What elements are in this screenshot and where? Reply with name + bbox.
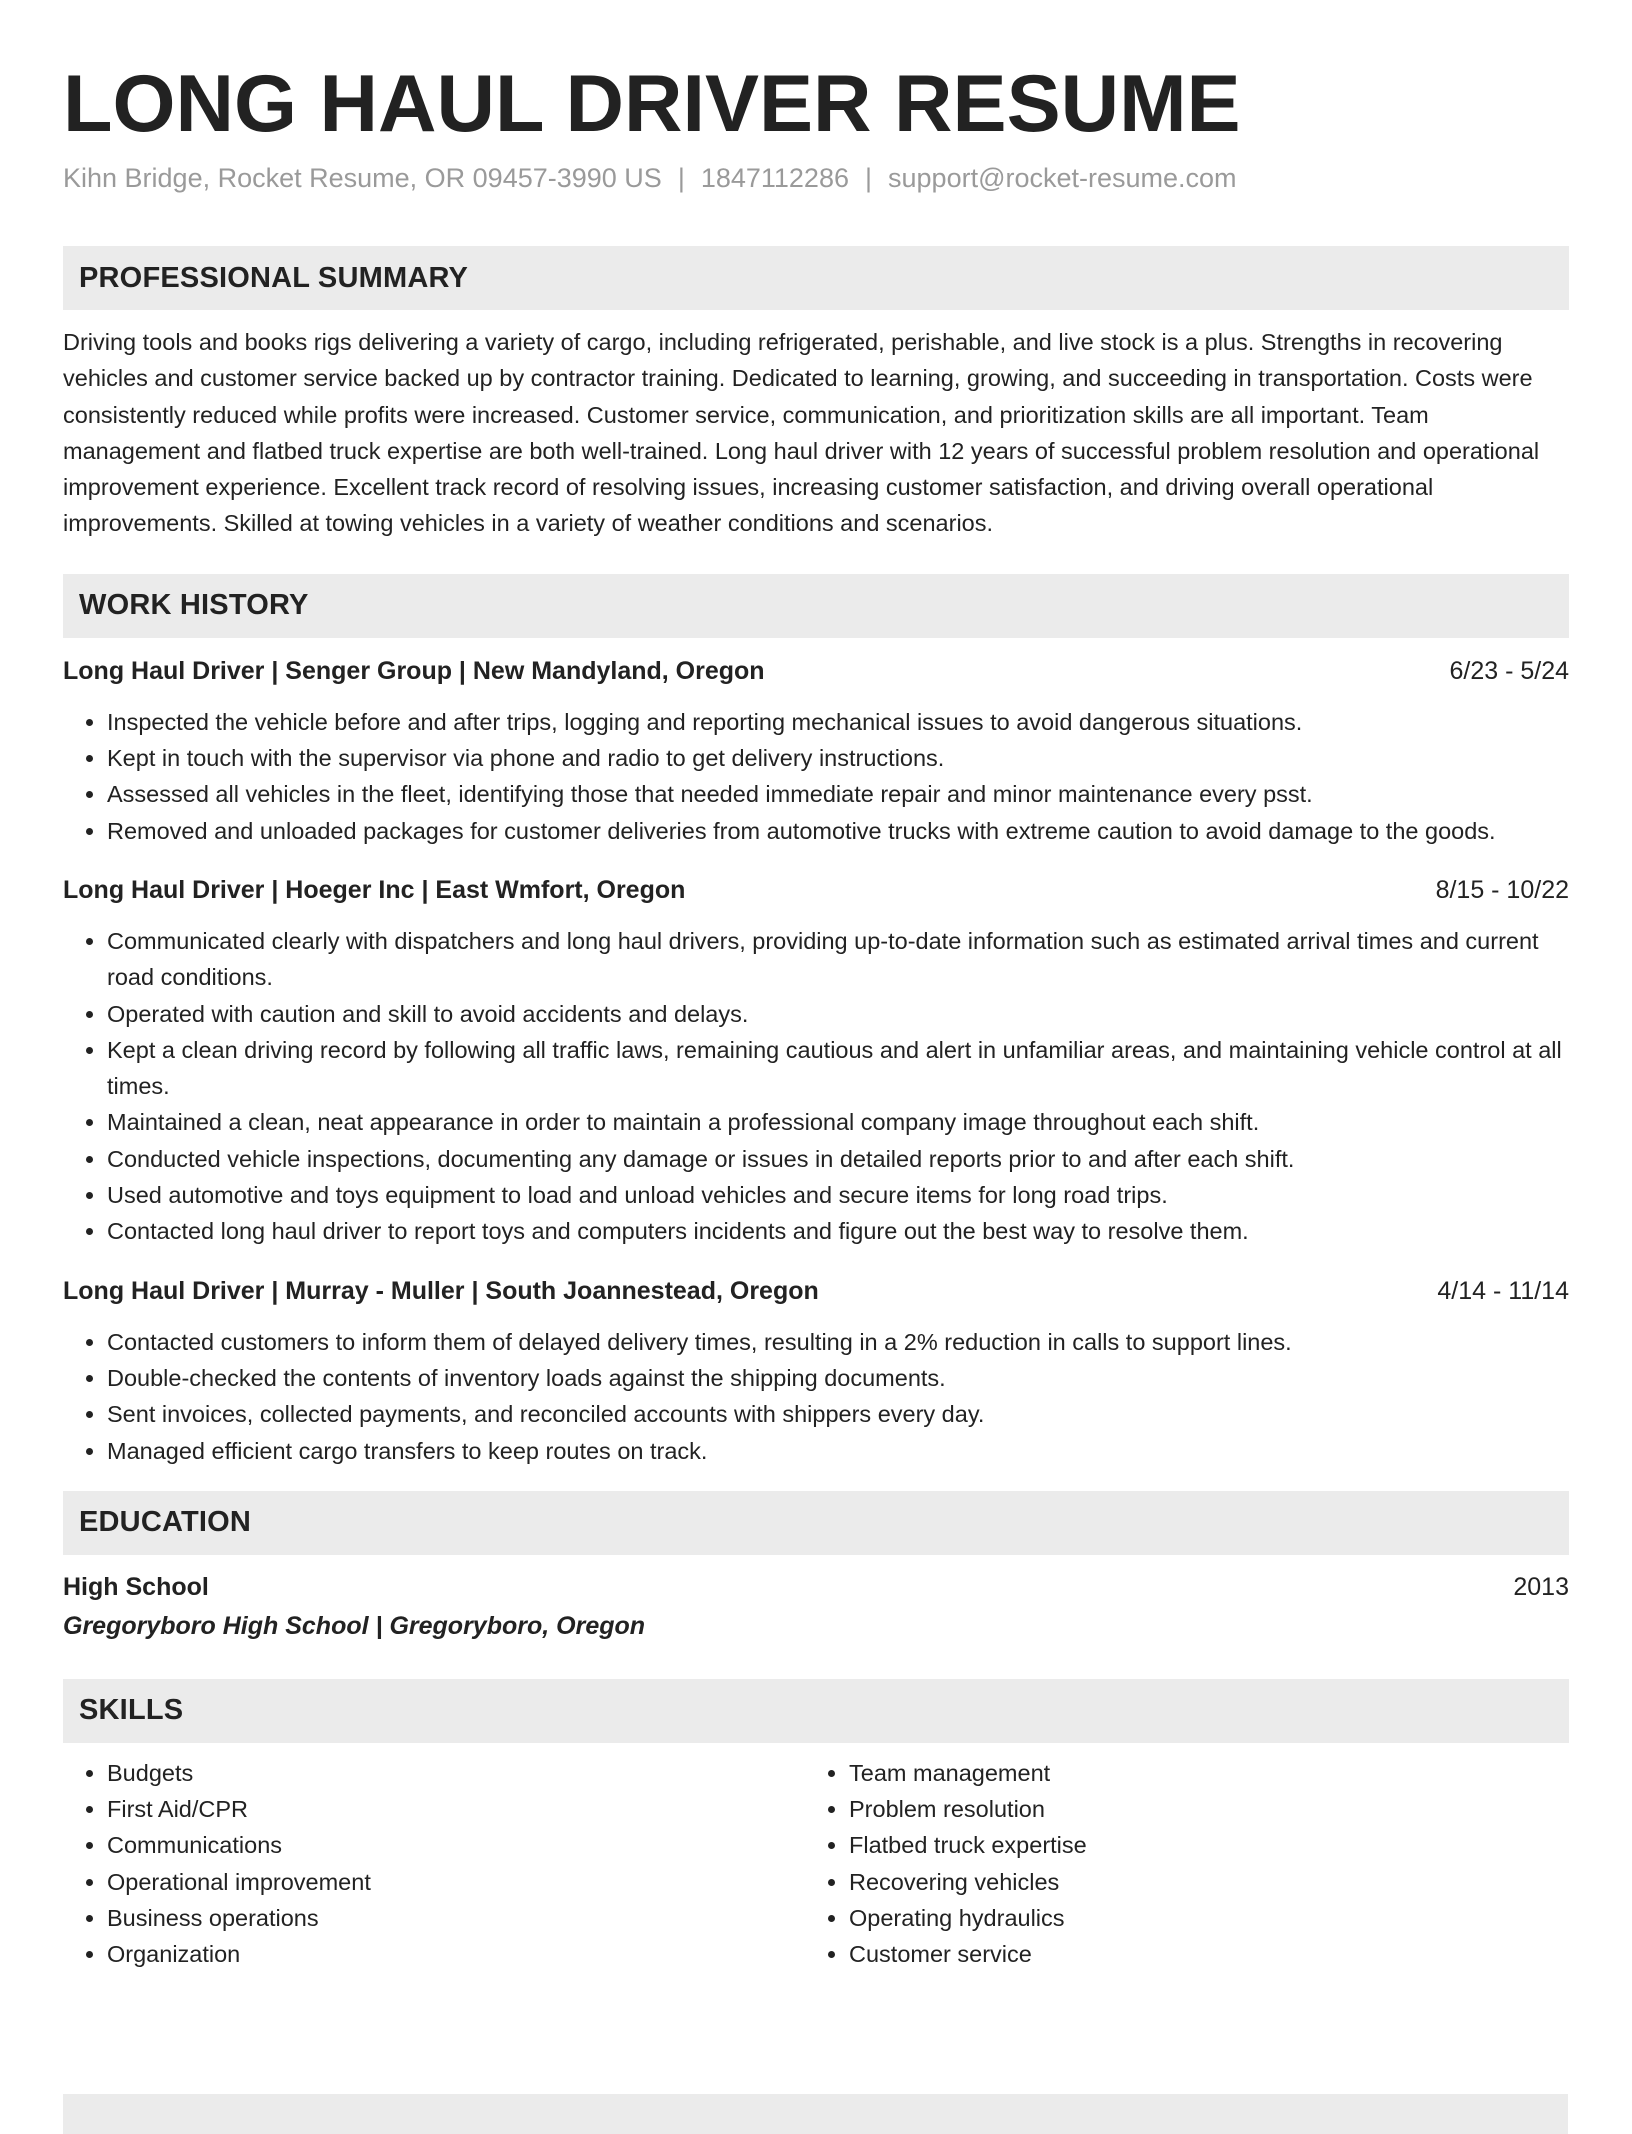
skills-heading: SKILLS <box>63 1679 1569 1743</box>
education-entry <box>63 1569 1569 1605</box>
contact-separator: | <box>865 163 873 193</box>
job-entry <box>63 873 1569 1250</box>
contact-address: Kihn Bridge, Rocket Resume, OR 09457-3990 US <box>63 163 662 193</box>
job-dates: 6/23 - 5/24 <box>1449 656 1569 685</box>
education-year: 2013 <box>1513 1572 1569 1601</box>
job-header <box>63 654 1569 688</box>
job-bullet: • Kept a clean driving record by following all traffic laws, remaining cautious and alert in unfamiliar areas, and maintaining vehicle control at all times. <box>107 1032 1569 1105</box>
job-bullet: • Operated with caution and skill to avoid accidents and delays. <box>107 996 1569 1032</box>
job-bullets <box>63 923 1569 1250</box>
education-school: Gregoryboro High School | Gregoryboro, Oregon <box>63 1611 646 1640</box>
contact-email: support@rocket-resume.com <box>888 163 1237 193</box>
job-dates: 8/15 - 10/22 <box>1435 875 1569 904</box>
job-bullet: • Maintained a clean, neat appearance in order to maintain a professional company image throughout each shift. <box>107 1104 1569 1140</box>
job-bullet: • Contacted customers to inform them of delayed delivery times, resulting in a 2% reduction in calls to support lines. <box>107 1324 1569 1360</box>
job-header <box>63 873 1569 907</box>
skill-item: • Recovering vehicles <box>849 1864 1547 1900</box>
job-title: Long Haul Driver | Senger Group | New Mandyland, Oregon <box>63 656 765 685</box>
job-bullets <box>63 1324 1569 1469</box>
contact-separator: | <box>677 163 685 193</box>
skill-item: • Operating hydraulics <box>849 1900 1547 1936</box>
job-entry <box>63 654 1569 849</box>
next-section-heading-bar <box>63 2094 1568 2134</box>
skill-item: • Customer service <box>849 1936 1547 1972</box>
education-degree: High School <box>63 1572 209 1601</box>
skill-item: • Budgets <box>107 1755 805 1791</box>
job-bullet: • Removed and unloaded packages for customer deliveries from automotive trucks with extreme caution to avoid damage to the goods. <box>107 813 1569 849</box>
job-bullet: • Kept in touch with the supervisor via phone and radio to get delivery instructions. <box>107 740 1569 776</box>
summary-text: Driving tools and books rigs delivering a variety of cargo, including refrigerated, perishable, and live stock is a plus. Strengths in recovering vehicles and customer service backed up by contractor training. Dedicated to learning, growing, and succeeding in transportation. Costs were consistently reduced while profits were increased. Customer service, communication, and prioritization skills are all important. Team management and flatbed truck expertise are both well-trained. Long haul driver with 12 years of successful problem resolution and operational improvement experience. Excellent track record of resolving issues, increasing customer satisfaction, and driving overall operational improvements. Skilled at towing vehicles in a variety of weather conditions and scenarios. <box>63 329 1540 537</box>
skills-grid <box>63 1755 1569 1973</box>
job-bullet: • Sent invoices, collected payments, and reconciled accounts with shippers every day. <box>107 1396 1569 1432</box>
job-bullet: • Conducted vehicle inspections, documenting any damage or issues in detailed reports prior to and after each shift. <box>107 1141 1569 1177</box>
job-entry <box>63 1274 1569 1469</box>
education-heading: EDUCATION <box>63 1491 1569 1555</box>
contact-line <box>63 160 1569 196</box>
skills-column-right <box>805 1755 1547 1973</box>
job-bullet: • Managed efficient cargo transfers to keep routes on track. <box>107 1433 1569 1469</box>
job-header <box>63 1274 1569 1308</box>
skills-column-left <box>63 1755 805 1973</box>
job-bullet: • Communicated clearly with dispatchers and long haul drivers, providing up-to-date information such as estimated arrival times and current road conditions. <box>107 923 1569 996</box>
skill-item: • Business operations <box>107 1900 805 1936</box>
skill-item: • First Aid/CPR <box>107 1791 805 1827</box>
job-title: Long Haul Driver | Murray - Muller | South Joannestead, Oregon <box>63 1276 819 1305</box>
skill-item: • Team management <box>849 1755 1547 1791</box>
job-bullet: • Double-checked the contents of inventory loads against the shipping documents. <box>107 1360 1569 1396</box>
job-bullets <box>63 704 1569 849</box>
job-bullet: • Used automotive and toys equipment to load and unload vehicles and secure items for long road trips. <box>107 1177 1569 1213</box>
job-bullet: • Contacted long haul driver to report toys and computers incidents and figure out the best way to resolve them. <box>107 1213 1569 1249</box>
job-dates: 4/14 - 11/14 <box>1437 1276 1569 1305</box>
job-bullet: • Inspected the vehicle before and after trips, logging and reporting mechanical issues to avoid dangerous situations. <box>107 704 1569 740</box>
skill-item: • Communications <box>107 1827 805 1863</box>
job-title: Long Haul Driver | Hoeger Inc | East Wmfort, Oregon <box>63 875 686 904</box>
skill-item: • Organization <box>107 1936 805 1972</box>
job-bullet: • Assessed all vehicles in the fleet, identifying those that needed immediate repair and minor maintenance every psst. <box>107 776 1569 812</box>
skill-item: • Flatbed truck expertise <box>849 1827 1547 1863</box>
skill-item: • Problem resolution <box>849 1791 1547 1827</box>
page-title: LONG HAUL DRIVER RESUME <box>63 59 1241 149</box>
skill-item: • Operational improvement <box>107 1864 805 1900</box>
contact-phone: 1847112286 <box>700 163 849 193</box>
summary-heading: PROFESSIONAL SUMMARY <box>63 246 1569 310</box>
work-history-heading: WORK HISTORY <box>63 574 1569 638</box>
